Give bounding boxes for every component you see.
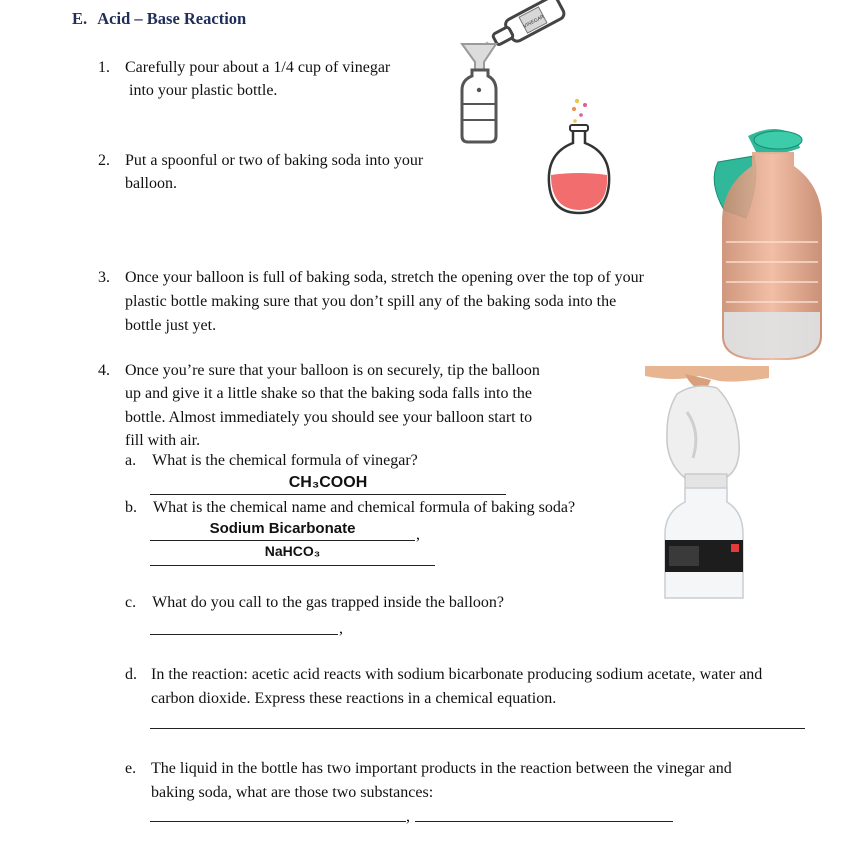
step-3-line-2: plastic bottle making sure that you don’t spill any of the baking soda into the xyxy=(125,293,617,310)
question-c xyxy=(125,594,504,612)
question-e-line-1: The liquid in the bottle has two important products in the reaction between the vinegar and xyxy=(151,760,732,777)
section-letter: E. xyxy=(72,9,88,28)
answer-b-name-underline xyxy=(150,540,415,541)
step-2-line-1: Put a spoonful or two of baking soda into your xyxy=(125,152,424,169)
question-d-line-2: carbon dioxide. Express these reactions in a chemical equation. xyxy=(151,690,557,707)
bottle-with-balloon-photo xyxy=(690,122,828,362)
question-letter: d. xyxy=(125,666,137,683)
question-letter: a. xyxy=(125,452,137,469)
question-e xyxy=(125,757,732,805)
vinegar-label: VINEGAR xyxy=(522,13,546,30)
step-2-line-2: balloon. xyxy=(125,175,177,192)
question-a xyxy=(125,452,418,470)
answer-b-name-field[interactable] xyxy=(150,520,415,537)
answer-b-name-value: Sodium Bicarbonate xyxy=(209,520,356,537)
question-a-text: What is the chemical formula of vinegar? xyxy=(152,452,418,469)
question-e-line-2: baking soda, what are those two substances: xyxy=(151,784,434,801)
answer-e-field-1[interactable] xyxy=(150,821,406,822)
step-4 xyxy=(98,359,540,452)
step-3-line-1: Once your balloon is full of baking soda, stretch the opening over the top of your xyxy=(125,269,644,286)
question-b-text: What is the chemical name and chemical formula of baking soda? xyxy=(153,499,576,516)
question-c-text: What do you call to the gas trapped inside the balloon? xyxy=(152,594,505,611)
step-4-line-2: up and give it a little shake so that the baking soda falls into the xyxy=(125,385,533,403)
answer-b-formula-field[interactable] xyxy=(150,543,435,559)
step-1 xyxy=(98,56,390,102)
question-b xyxy=(125,499,575,517)
step-2 xyxy=(98,149,423,195)
question-d-line-1: In the reaction: acetic acid reacts with sodium bicarbonate producing sodium acetate, water and xyxy=(151,666,763,683)
answer-a-underline xyxy=(150,494,506,495)
question-d xyxy=(125,663,762,711)
answer-b-formula-underline xyxy=(150,565,435,566)
step-1-line-1: Carefully pour about a 1/4 cup of vinegar xyxy=(125,59,391,76)
balloon-over-bottle-photo xyxy=(645,362,770,604)
section-heading xyxy=(72,9,246,29)
flask-illustration xyxy=(545,95,617,225)
step-4-line-1: Once you’re sure that your balloon is on securely, tip the balloon xyxy=(125,362,540,379)
answer-d-field[interactable] xyxy=(150,728,805,729)
step-1-line-2: into your plastic bottle. xyxy=(129,82,278,99)
step-3 xyxy=(98,266,644,338)
answer-b-comma: , xyxy=(416,526,420,543)
step-number: 2. xyxy=(98,152,110,169)
question-letter: e. xyxy=(125,760,137,777)
step-number: 4. xyxy=(98,362,110,379)
answer-c-field[interactable] xyxy=(150,634,338,635)
step-3-line-3: bottle just yet. xyxy=(125,317,217,334)
step-4-line-4: fill with air. xyxy=(125,431,201,449)
step-number: 1. xyxy=(98,59,110,76)
answer-e-comma: , xyxy=(406,808,410,825)
step-4-line-3: bottle. Almost immediately you should see your balloon start to xyxy=(125,408,533,426)
answer-a-field[interactable] xyxy=(150,474,506,492)
question-letter: c. xyxy=(125,594,137,611)
answer-a-value: CH₃COOH xyxy=(288,474,368,491)
answer-c-comma: , xyxy=(339,620,343,637)
step-number: 3. xyxy=(98,269,110,286)
answer-e-field-2[interactable] xyxy=(415,821,673,822)
answer-b-formula-value: NaHCO₃ xyxy=(264,543,321,559)
section-title: Acid – Base Reaction xyxy=(97,9,247,28)
question-letter: b. xyxy=(125,499,137,516)
